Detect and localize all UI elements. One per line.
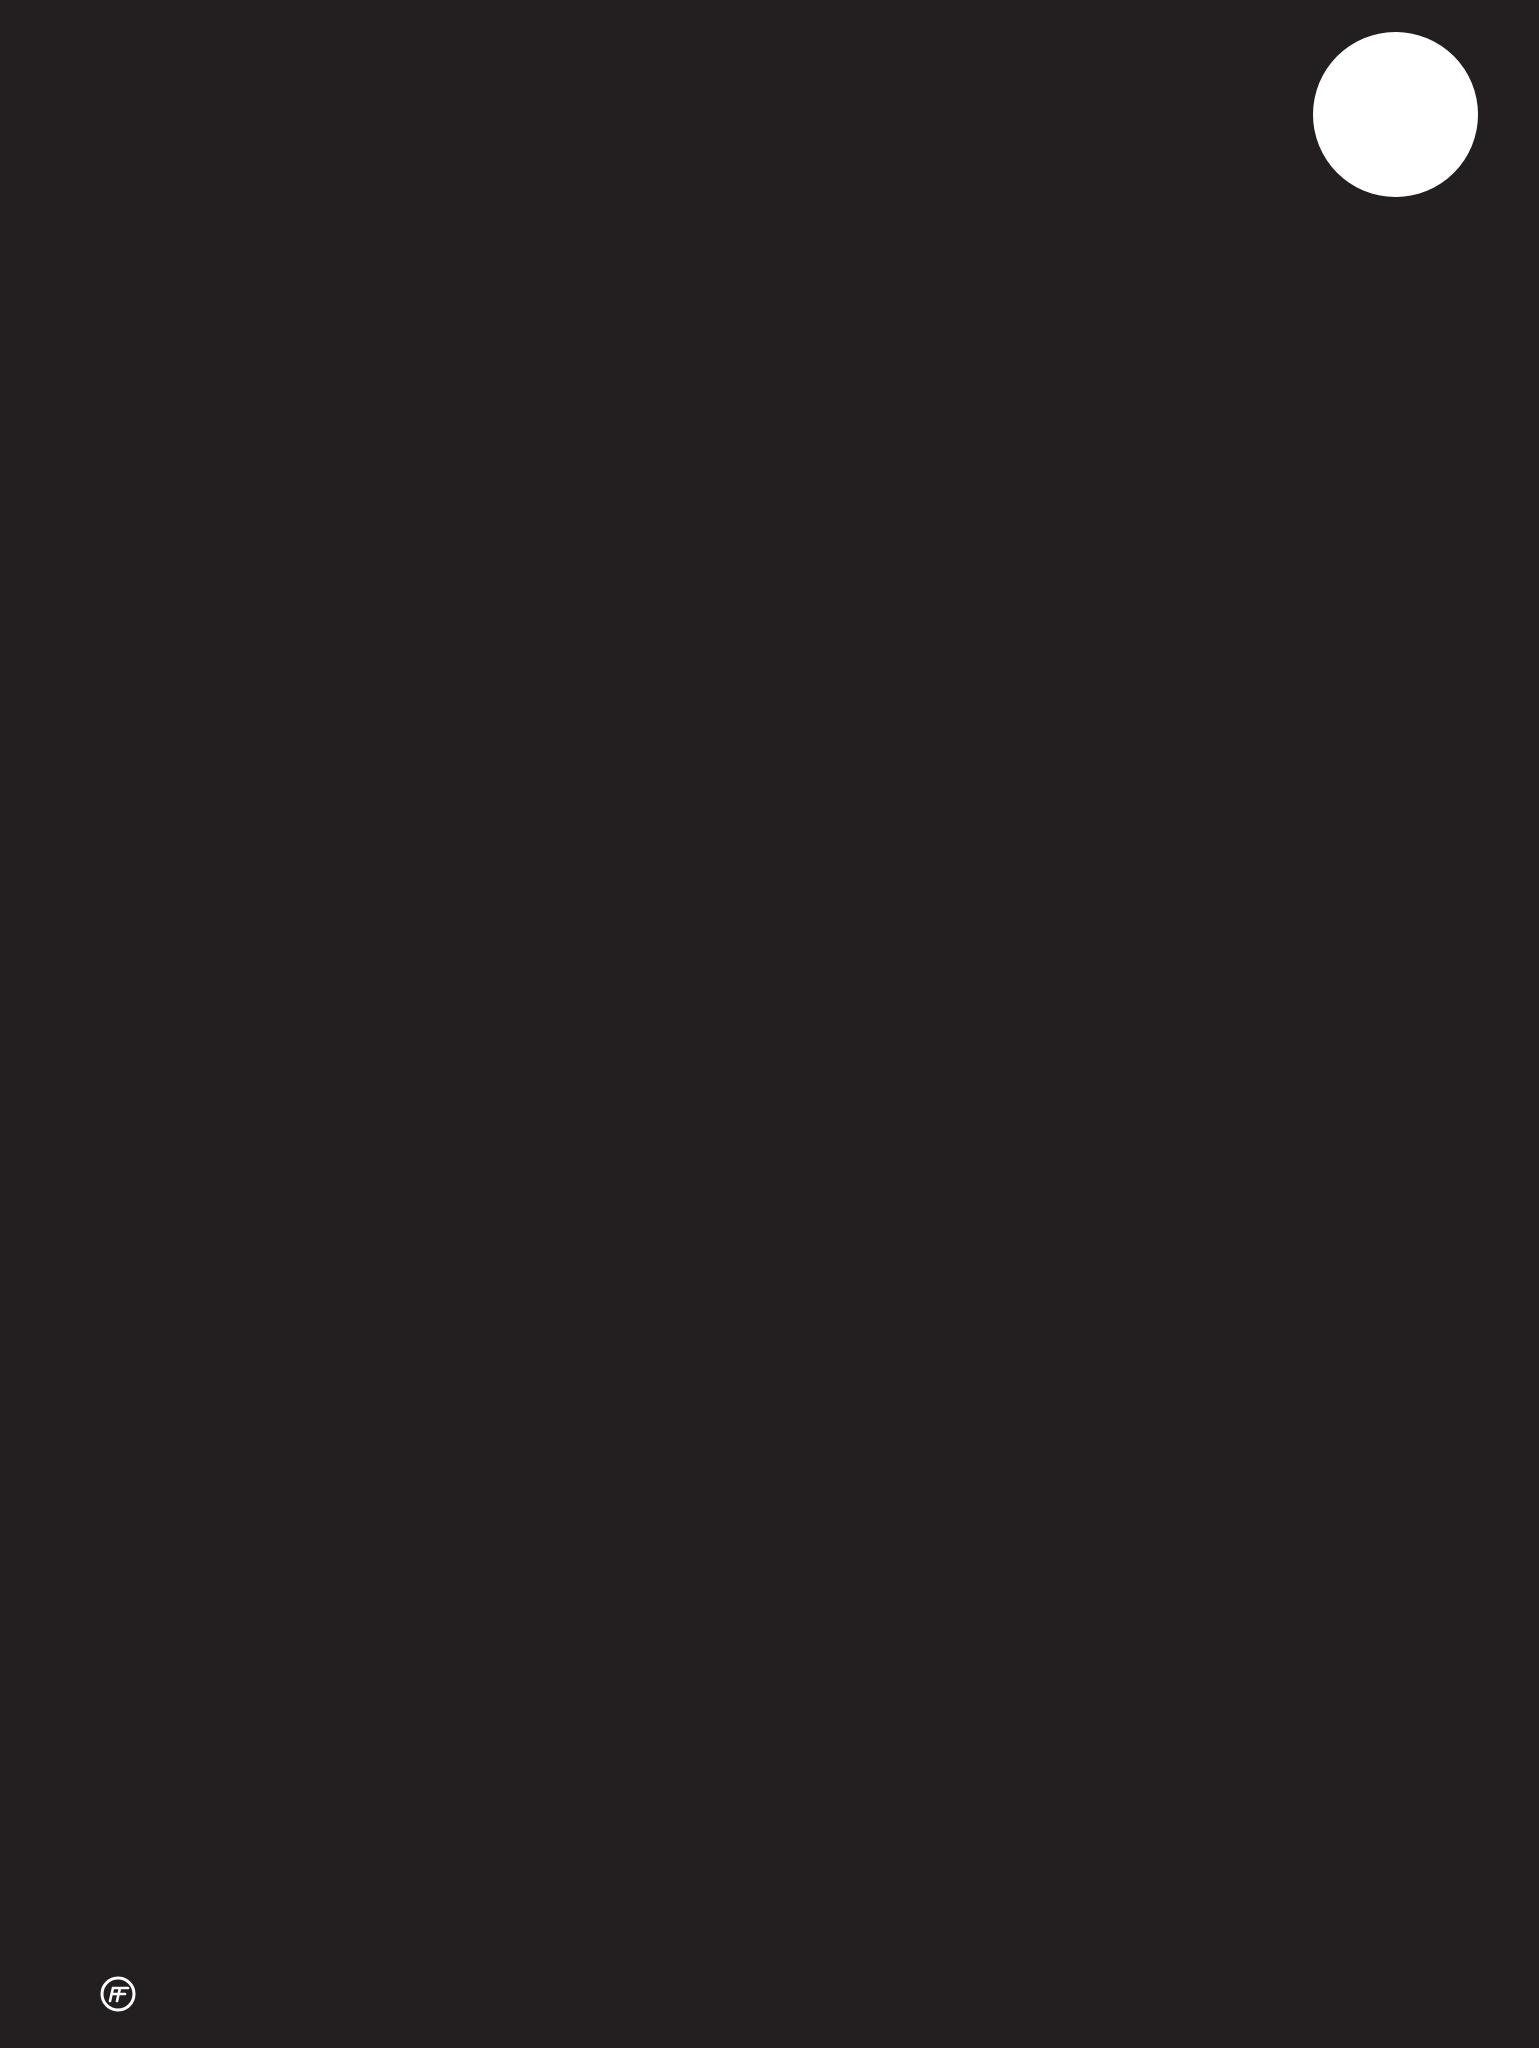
volume-badge xyxy=(1313,32,1478,197)
footer-logo xyxy=(100,1976,146,2012)
french-fitness-logo-icon xyxy=(100,1976,136,2012)
